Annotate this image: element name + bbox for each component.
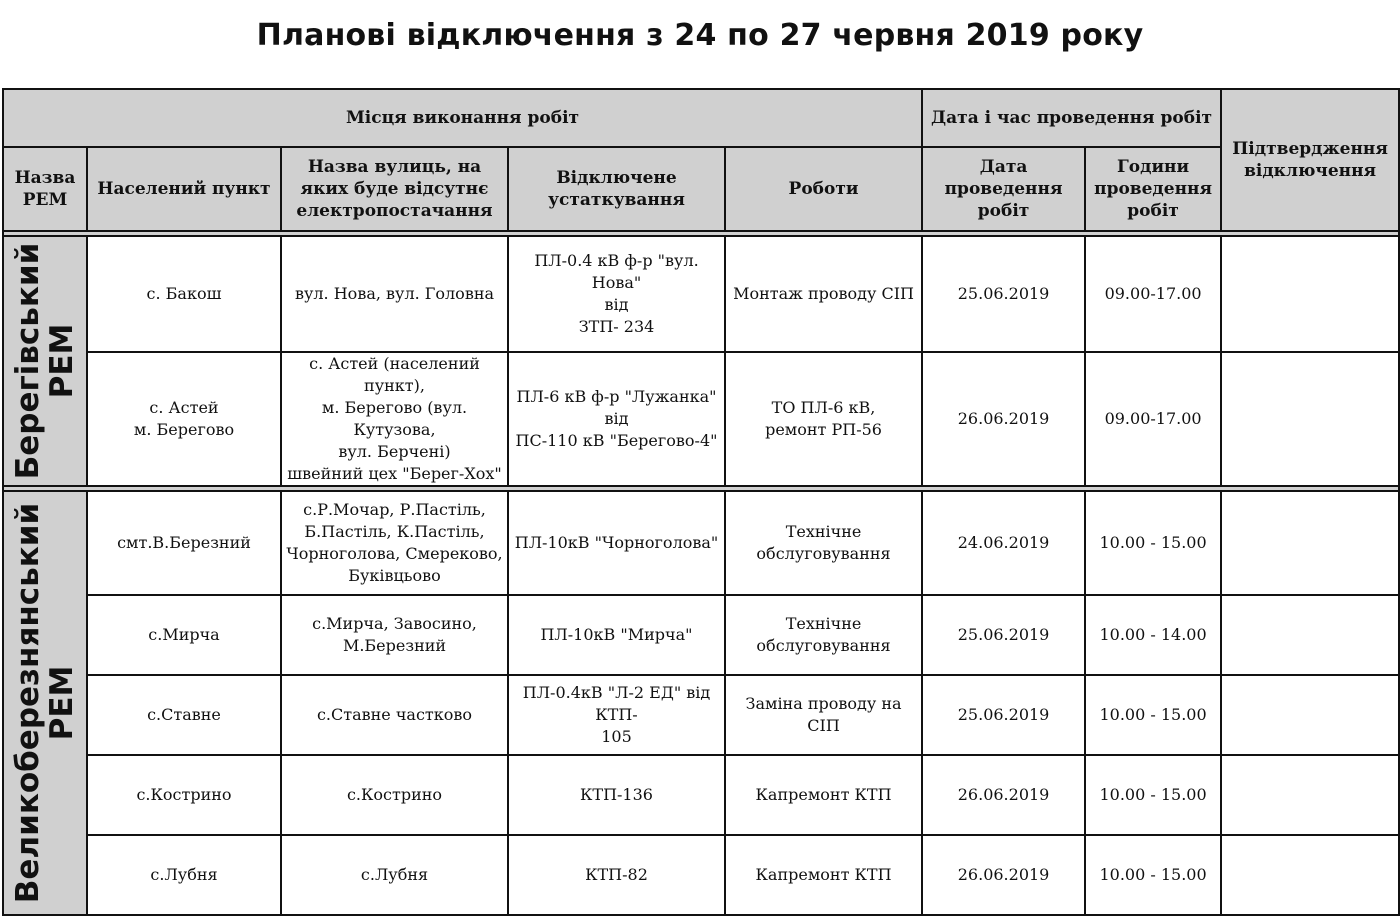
- date-cell: 24.06.2019: [922, 491, 1085, 595]
- equipment-cell: КТП-136: [508, 755, 725, 835]
- equipment-cell: ПЛ-0.4кВ "Л-2 ЕД" від КТП- 105: [508, 675, 725, 755]
- header-confirm: Підтвердження відключення: [1221, 89, 1399, 231]
- confirm-cell: [1221, 675, 1399, 755]
- date-cell: 25.06.2019: [922, 675, 1085, 755]
- date-cell: 26.06.2019: [922, 835, 1085, 915]
- header-hours: Години проведення робіт: [1085, 147, 1221, 231]
- settlement-cell: с. Бакош: [87, 236, 281, 352]
- equipment-cell: ПЛ-10кВ "Чорноголова": [508, 491, 725, 595]
- date-cell: 26.06.2019: [922, 755, 1085, 835]
- equipment-cell: КТП-82: [508, 835, 725, 915]
- outage-schedule-table: [2, 88, 1400, 916]
- rem-name: Великоберезнянський РЕМ: [10, 502, 80, 904]
- settlement-cell: с.Ставне: [87, 675, 281, 755]
- hours-cell: 10.00 - 14.00: [1085, 595, 1221, 675]
- settlement-cell: с.Кострино: [87, 755, 281, 835]
- date-cell: 26.06.2019: [922, 352, 1085, 486]
- streets-cell: с.Кострино: [281, 755, 508, 835]
- confirm-cell: [1221, 835, 1399, 915]
- works-cell: Капремонт КТП: [725, 755, 922, 835]
- equipment-cell: ПЛ-6 кВ ф-р "Лужанка" від ПС-110 кВ "Берегово-4": [508, 352, 725, 486]
- header-streets: Назва вулиць, на яких буде відсутнє електропостачання: [281, 147, 508, 231]
- table-row: [3, 352, 1399, 486]
- works-cell: ТО ПЛ-6 кВ, ремонт РП-56: [725, 352, 922, 486]
- header-equipment: Відключене устаткування: [508, 147, 725, 231]
- works-cell: Технічне обслуговування: [725, 595, 922, 675]
- settlement-cell: с. Астей м. Берегово: [87, 352, 281, 486]
- rem-name-cell: [3, 236, 87, 486]
- streets-cell: с. Астей (населений пункт), м. Берегово (вул. Кутузова, вул. Берчені) швейний цех "Берег-Хох": [281, 352, 508, 486]
- works-cell: Технічне обслуговування: [725, 491, 922, 595]
- table-row: [3, 595, 1399, 675]
- header-rem: Назва РЕМ: [3, 147, 87, 231]
- streets-cell: с.Р.Мочар, Р.Пастіль, Б.Пастіль, К.Пастіль, Чорноголова, Смереково, Буківцьово: [281, 491, 508, 595]
- header-row-top: [3, 89, 1399, 147]
- hours-cell: 10.00 - 15.00: [1085, 675, 1221, 755]
- table-row: [3, 835, 1399, 915]
- streets-cell: вул. Нова, вул. Головна: [281, 236, 508, 352]
- header-date: Дата проведення робіт: [922, 147, 1085, 231]
- header-places: Місця виконання робіт: [3, 89, 922, 147]
- rem-name-cell: [3, 491, 87, 915]
- date-cell: 25.06.2019: [922, 595, 1085, 675]
- hours-cell: 10.00 - 15.00: [1085, 491, 1221, 595]
- confirm-cell: [1221, 352, 1399, 486]
- confirm-cell: [1221, 236, 1399, 352]
- streets-cell: с.Ставне частково: [281, 675, 508, 755]
- hours-cell: 09.00-17.00: [1085, 236, 1221, 352]
- hours-cell: 10.00 - 15.00: [1085, 755, 1221, 835]
- settlement-cell: смт.В.Березний: [87, 491, 281, 595]
- header-works: Роботи: [725, 147, 922, 231]
- works-cell: Заміна проводу на СІП: [725, 675, 922, 755]
- header-settlement: Населений пункт: [87, 147, 281, 231]
- confirm-cell: [1221, 755, 1399, 835]
- settlement-cell: с.Мирча: [87, 595, 281, 675]
- date-cell: 25.06.2019: [922, 236, 1085, 352]
- table-row: [3, 491, 1399, 595]
- hours-cell: 10.00 - 15.00: [1085, 835, 1221, 915]
- hours-cell: 09.00-17.00: [1085, 352, 1221, 486]
- streets-cell: с.Лубня: [281, 835, 508, 915]
- header-row-columns: [3, 147, 1399, 231]
- streets-cell: с.Мирча, Завосино, М.Березний: [281, 595, 508, 675]
- settlement-cell: с.Лубня: [87, 835, 281, 915]
- confirm-cell: [1221, 491, 1399, 595]
- page-title: Планові відключення з 24 по 27 червня 2019 року: [256, 18, 1144, 53]
- confirm-cell: [1221, 595, 1399, 675]
- table-row: [3, 675, 1399, 755]
- rem-name: Берегівський РЕМ: [10, 242, 80, 480]
- works-cell: Капремонт КТП: [725, 835, 922, 915]
- table-row: [3, 755, 1399, 835]
- works-cell: Монтаж проводу СІП: [725, 236, 922, 352]
- equipment-cell: ПЛ-0.4 кВ ф-р "вул. Нова" від ЗТП- 234: [508, 236, 725, 352]
- table-row: [3, 236, 1399, 352]
- header-datetime: Дата і час проведення робіт: [922, 89, 1221, 147]
- equipment-cell: ПЛ-10кВ "Мирча": [508, 595, 725, 675]
